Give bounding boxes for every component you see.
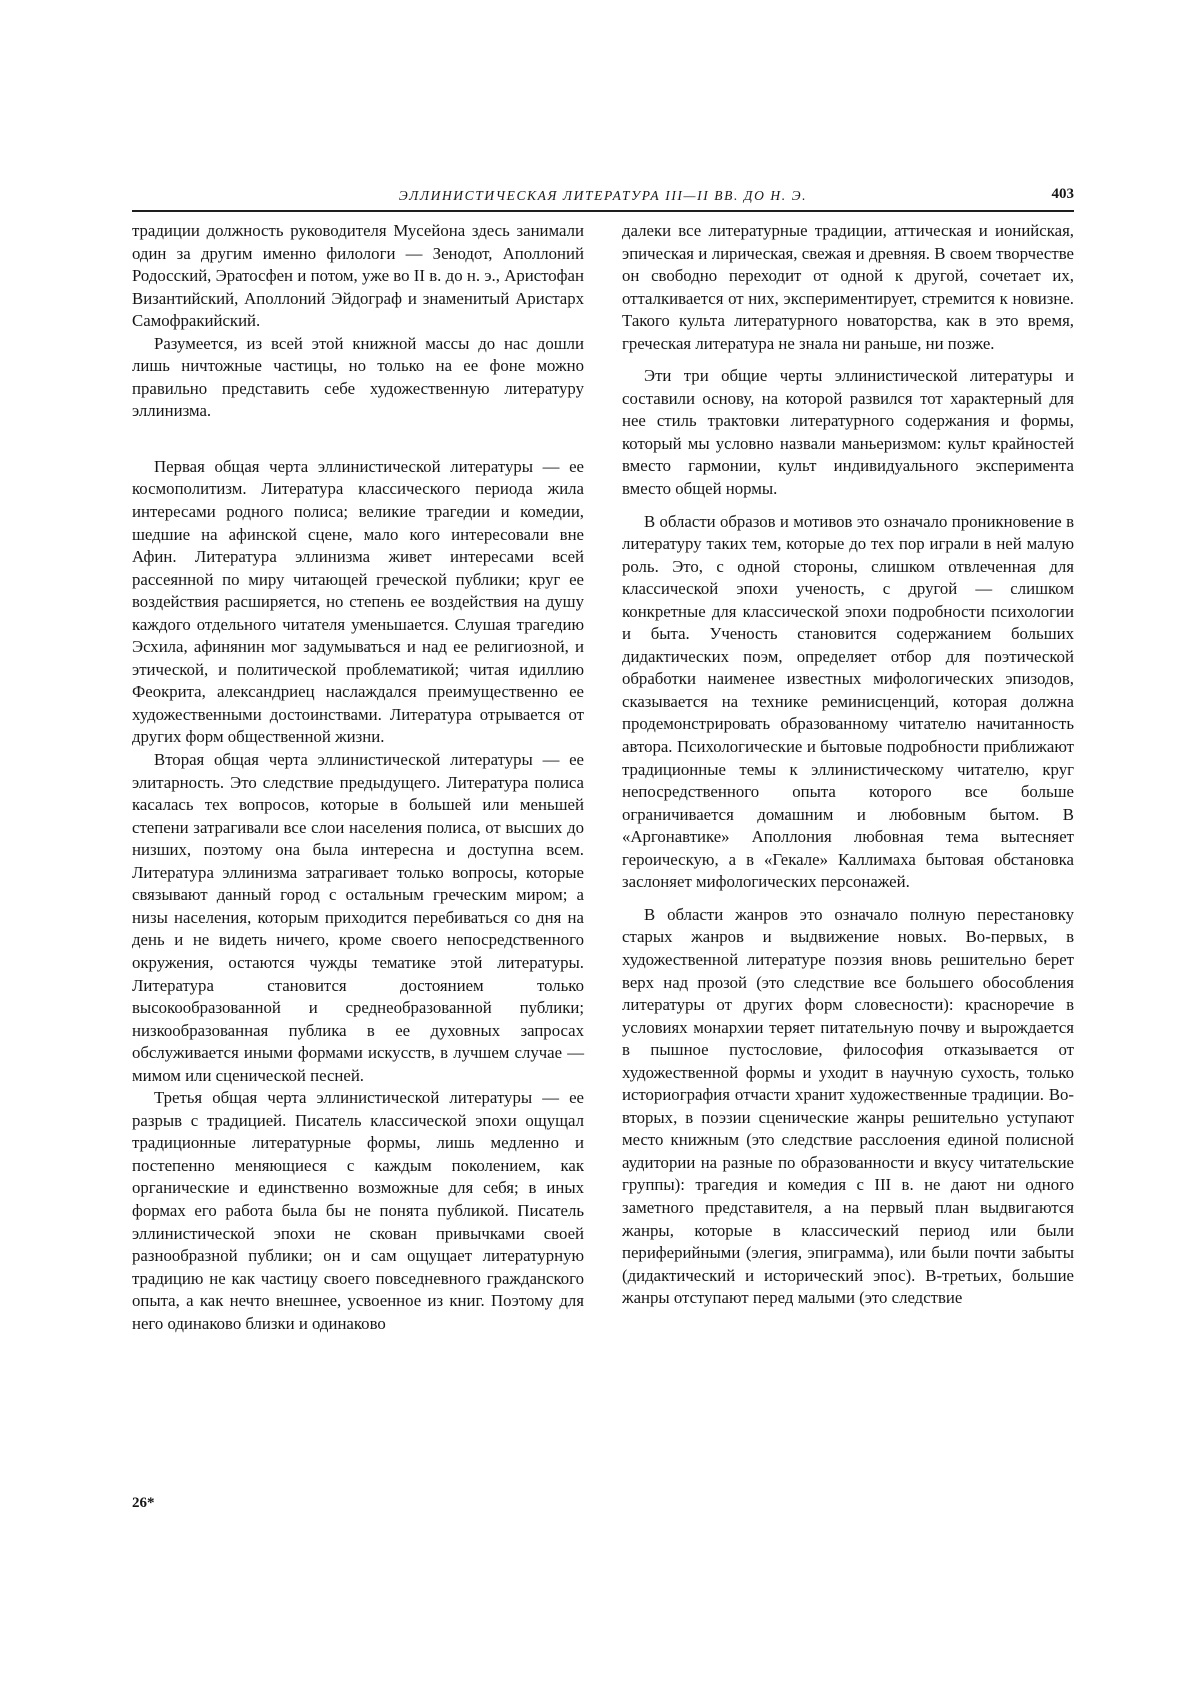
- paragraph: далеки все литературные традиции, аттическая и ионийская, эпическая и лирическая, свежая и древняя. В своем творчестве он свободно переходит от одной к другой, сочетает их, отталкивается от них, экспериментирует, стремится к новизне. Такого культа литературного новаторства, как в это время, греческая литература не знала ни раньше, ни позже.: [622, 221, 1074, 353]
- header-rule: [132, 210, 1074, 212]
- right-column: [622, 220, 1074, 1310]
- paragraph: В области жанров это означало полную перестановку старых жанров и выдвижение новых. Во-первых, в художественной литературе поэзия вновь решительно берет верх над прозой (это следствие все большего обособления литературы от других форм словесности): красноречие в условиях монархии теряет питательную почву и вырождается в пышное пустословие, философия отказывается от художественной формы и уходит в научную сухость, только историография отчасти хранит художественные традиции. Во-вторых, в поэзии сценические жанры решительно уступают место книжным (это следствие расслоения единой полисной аудитории на разные по образованности и вкусу читательские группы): трагедия и комедия с III в. не дают ни одного заметного представителя, а на первый план выдвигаются жанры, которые в классический период или были периферийными (элегия, эпиграмма), или были почти забыты (дидактический и исторический эпос). В-третьих, большие жанры отступают перед малыми (это следствие: [622, 904, 1074, 1308]
- paragraph: Разумеется, из всей этой книжной массы до нас дошли лишь ничтожные частицы, но только на ее фоне можно правильно представить себе художественную литературу эллинизма.: [132, 333, 584, 421]
- paragraph: Эти три общие черты эллинистической литературы и составили основу, на которой развился тот характерный для нее стиль трактовки литературного содержания и формы, который мы условно назвали маньеризмом: культ крайностей вместо гармонии, культ индивидуального эксперимента вместо общей нормы.: [622, 366, 1074, 499]
- running-head: [132, 186, 1074, 210]
- page-number: 403: [1051, 186, 1074, 202]
- left-column: [132, 220, 584, 1335]
- paragraph: В области образов и мотивов это означало проникновение в литературу таких тем, которые до тех пор играли в ней малую роль. Это, с одной стороны, слишком отвлеченная для классической эпохи ученость, с другой — слишком конкретные для классической эпохи подробности психологии и быта. Ученость становится содержанием больших дидактических поэм, определяет отбор для поэтической обработки наименее известных мифологических эпизодов, сказывается на технике реминисценций, которая должна продемонстрировать образованному читателю начитанность автора. Психологические и бытовые подробности приближают традиционные темы к эллинистическому читателю, круг непосредственного опыта которого все больше ограничивается домашним и любовным бытом. В «Аргонавтике» Аполлония любовная тема вытесняет героическую, а в «Гекале» Каллимаха бытовая обстановка заслоняет мифологических персонажей.: [622, 511, 1074, 892]
- paragraph: традиции должность руководителя Мусейона здесь занимали один за другим именно филологи — Зенодот, Аполлоний Родосский, Эратосфен и потом, уже во II в. до н. э., Аристофан Византийский, Аполлоний Эйдограф и знаменитый Аристарх Самофракийский.: [132, 221, 584, 331]
- running-title: ЭЛЛИНИСТИЧЕСКАЯ ЛИТЕРАТУРА III—II ВВ. ДО Н. Э.: [398, 188, 808, 203]
- paragraph: Первая общая черта эллинистической литературы — ее космополитизм. Литература классического периода жила интересами родного полиса; великие трагедии и комедии, шедшие на афинской сцене, мало кого интересовали вне Афин. Литература эллинизма живет интересами всей рассеянной по миру читающей греческой публики; круг ее воздействия расширяется, но степень ее воздействия на душу каждого отдельного читателя уменьшается. Слушая трагедию Эсхила, афинянин мог задумываться и над ее религиозной, и этической, и политической проблематикой; читая идиллию Феокрита, александриец наслаждался преимущественно ее художественными достоинствами. Литература отрывается от других форм общественной жизни.: [132, 456, 584, 747]
- paragraph: Вторая общая черта эллинистической литературы — ее элитарность. Это следствие предыдущего. Литература полиса касалась тех вопросов, которые в большей или меньшей степени затрагивали все слои населения полиса, от высших до низших, поэтому она была интересна и доступна всем. Литература эллинизма затрагивает только вопросы, которые связывают данный город с остальным греческим миром; а низы населения, которым приходится перебиваться со дня на день и не видеть ничего, кроме своего непосредственного окружения, остаются чужды тематике этой литературы. Литература становится достоянием только высокообразованной и среднеобразованной публики; низкообразованная публика в ее духовных запросах обслуживается иными формами искусств, в лучшем случае — мимом или сценической песней.: [132, 750, 584, 1085]
- signature-mark: 26*: [132, 1495, 155, 1511]
- paragraph: Третья общая черта эллинистической литературы — ее разрыв с традицией. Писатель классической эпохи ощущал традиционные литературные формы, лишь медленно и постепенно меняющиеся с каждым поколением, как органические и единственно возможные для себя; в иных формах его работа была бы не понята публикой. Писатель эллинистической эпохи не скован привычками своей разнообразной публики; он и сам ощущает литературную традицию не как частицу своего повседневного гражданского опыта, а как нечто внешнее, усвоенное из книг. Поэтому для него одинаково близки и одинаково: [132, 1088, 584, 1333]
